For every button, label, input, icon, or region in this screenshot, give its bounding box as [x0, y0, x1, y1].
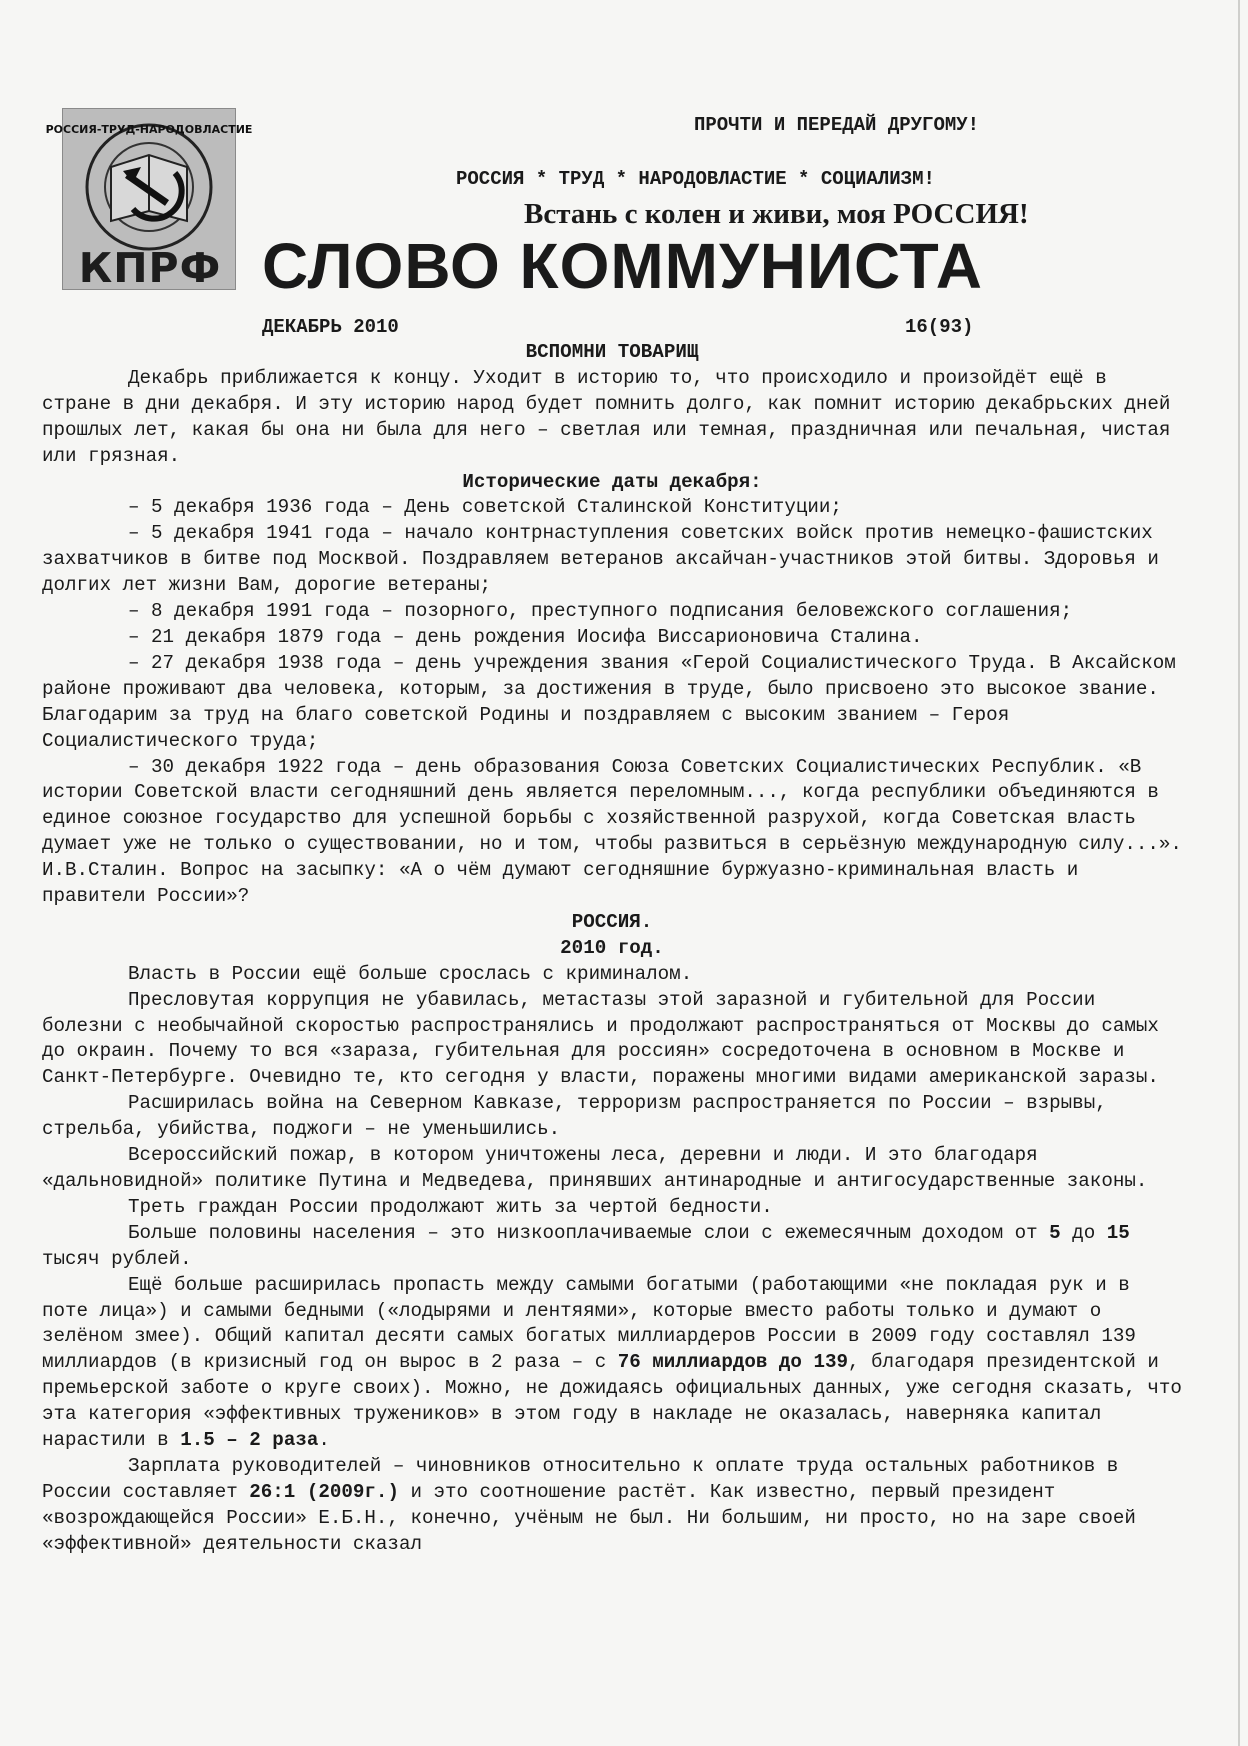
paragraph: Власть в России ещё больше срослась с криминалом.	[128, 962, 693, 985]
motto-pass-on: ПРОЧТИ И ПЕРЕДАЙ ДРУГОМУ!	[694, 114, 980, 136]
paragraph	[42, 1454, 1182, 1558]
bold-figure: 76 миллиардов до 139	[617, 1351, 849, 1374]
paragraph	[42, 1273, 1182, 1454]
bold-figure: 1.5 – 2 раза	[180, 1429, 319, 1452]
text-run: Зарплата руководителей – чиновников относительно к оплате труда остальных работников в России составляет	[42, 1454, 1119, 1503]
dates-heading: Исторические даты декабря:	[462, 470, 762, 493]
text-run: и это соотношение растёт. Как известно, первый президент «возрождающейся России» Е.Б.Н., конечно, учёным не был. Ни большим, ни просто, но на заре своей «эффективной» деятельности сказал	[42, 1480, 1136, 1555]
text-run: , благодаря президентской и премьерской заботе о круге своих). Можно, не дожидаясь официальных данных, уже сегодня сказать, что эта категория «эффективных тружеников» в этом году в накладе не оказалась, наверняка капитал нарастили в	[42, 1351, 1182, 1452]
scan-edge	[1238, 0, 1240, 1746]
section-heading: РОССИЯ.	[571, 910, 653, 933]
paragraph: Треть граждан России продолжают жить за чертой бедности.	[128, 1195, 773, 1218]
text-run: Больше половины населения – это низкооплачиваемые слои с ежемесячным доходом от	[128, 1221, 1050, 1244]
paragraph: Расширилась война на Северном Кавказе, терроризм распространяется по России – взрывы, стрельба, убийства, поджоги – не уменьшились.	[42, 1092, 1107, 1141]
date-item: – 30 декабря 1922 года – день образования Союза Советских Социалистических Республик. «В истории Советской власти сегодняшний день является переломным..., когда республики объединяются в единое союзное государство для успешной борьбы с хозяйственной разрухой, когда Советская власть думает уже не только о существовании, но и том, чтобы развиться в серьёзную международную силу...». И.В.Сталин. Вопрос на засыпку: «А о чём думают сегодняшние буржуазно-криминальная власть и правители России»?	[42, 755, 1182, 908]
date-item: – 27 декабря 1938 года – день учреждения звания «Герой Социалистического Труда. В Аксайском районе проживают два человека, которым, за достижения в труде, было присвоено это высокое звание. Благодарим за труд на благо советской Родины и поздравляем с высоким званием – Героя Социалистического труда;	[42, 651, 1176, 752]
date-item: – 21 декабря 1879 года – день рождения Иосифа Виссарионовича Сталина.	[128, 625, 923, 648]
paragraph	[42, 1221, 1182, 1273]
logo-text: КПРФ	[78, 244, 222, 292]
paragraph: Пресловутая коррупция не убавилась, метастазы этой заразной и губительной для России болезни с необычайной скоростью распространялись и продолжают распространяться от Москвы до самых до окраин. Почему то вся «зараза, губительная для россиян» сосредоточена в основном в Москве и Санкт-Петербурге. Очевидно те, кто сегодня у власти, поражены многими видами американской заразы.	[42, 988, 1159, 1089]
text-run: Ещё больше расширилась пропасть между самыми богатыми (работающими «не покладая рук и в поте лица») и самыми бедными («лодырями и лентяями», которые вместо работы только и думают о зелёном змее). Общий капитал десяти самых богатых миллиардеров России в 2009 году составлял 139 миллиардов (в кризисный год он вырос в 2 раза – с	[42, 1273, 1136, 1374]
date-item: – 5 декабря 1936 года – День советской Сталинской Конституции;	[128, 496, 842, 519]
bold-figure: 26:1 (2009г.)	[249, 1480, 399, 1503]
motto-rise: Встань с колен и живи, моя РОССИЯ!	[524, 198, 1029, 230]
svg-text:РОССИЯ-ТРУД-НАРОДОВЛАСТИЕ: РОССИЯ-ТРУД-НАРОДОВЛАСТИЕ	[45, 123, 253, 136]
text-run: тысяч рублей.	[42, 1247, 192, 1270]
text-run: до	[1060, 1221, 1107, 1244]
motto-slogan: РОССИЯ * ТРУД * НАРОДОВЛАСТИЕ * СОЦИАЛИЗМ!	[456, 168, 935, 190]
issue-date: ДЕКАБРЬ 2010	[262, 316, 399, 338]
bold-number: 15	[1106, 1221, 1130, 1244]
text-run: .	[318, 1429, 330, 1452]
article-intro: Декабрь приближается к концу. Уходит в историю то, что происходило и произойдёт ещё в стране в дни декабря. И эту историю народ будет помнить долго, как помнит историю декабрьских дней прошлых лет, какая бы она ни была для него – светлая или темная, праздничная или печальная, чистая или грязная.	[42, 366, 1171, 467]
masthead-title: СЛОВО КОММУНИСТА	[262, 230, 983, 302]
kprf-logo	[45, 108, 253, 292]
bold-number: 5	[1049, 1221, 1061, 1244]
paragraph: Всероссийский пожар, в котором уничтожены леса, деревни и люди. И это благодаря «дальновидной» политике Путина и Медведева, принявших антинародные и антигосударственные законы.	[42, 1144, 1148, 1192]
date-item: – 5 декабря 1941 года – начало контрнаступления советских войск против немецко-фашистских захватчиков в битве под Москвой. Поздравляем ветеранов аксайчан-участников этой битвы. Здоровья и долгих лет жизни Вам, дорогие ветераны;	[42, 522, 1159, 597]
issue-number: 16(93)	[905, 316, 974, 338]
article-heading: ВСПОМНИ ТОВАРИЩ	[525, 341, 699, 363]
article-body	[42, 340, 1182, 1558]
date-item: – 8 декабря 1991 года – позорного, преступного подписания беловежского соглашения;	[128, 600, 1073, 623]
section-year: 2010 год.	[560, 936, 664, 959]
